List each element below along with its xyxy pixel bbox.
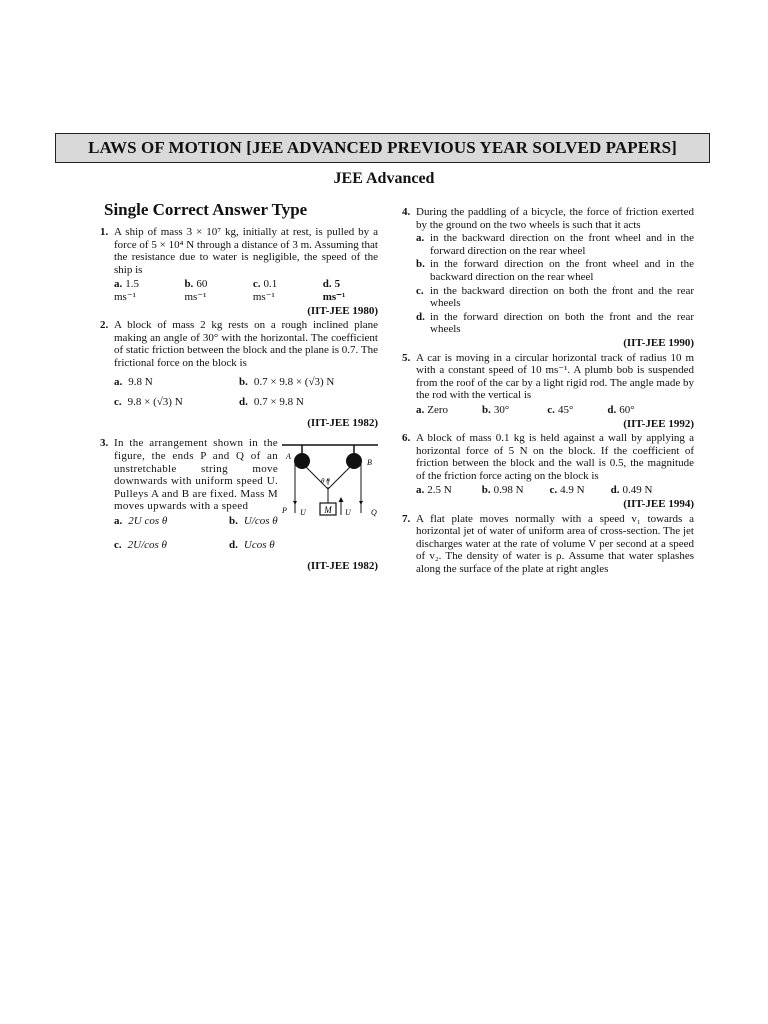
option-b: b. in the forward direction on the front wheel and in the backward direction on the rear wheel	[416, 258, 694, 283]
svg-text:P: P	[282, 506, 287, 516]
question-text: In the arrangement shown in the figure, the ends P and Q of an unstretchable string move downwards with uniform speed U. Pulleys A and B are fixed. Mass M moves upwards with a speed	[114, 437, 278, 513]
exam-subheading: JEE Advanced	[333, 170, 435, 187]
option-c: c. 45°	[547, 403, 574, 416]
option-b: b. 30°	[482, 403, 510, 416]
question-3-options	[114, 515, 278, 552]
option-c: c. in the backward direction on both the front and the rear wheels	[416, 284, 694, 310]
question-6-options	[416, 484, 694, 497]
question-number: 1.	[100, 226, 109, 238]
option-d: d. 60°	[607, 403, 635, 416]
arrow-down-icon	[293, 501, 297, 505]
question-number: 2.	[100, 319, 109, 332]
question-1	[100, 226, 378, 276]
question-text: A car is moving in a circular horizontal track of radius 10 m with a constant speed of 10 ms⁻¹. A plumb bob is suspended from the roof of the car by a light rigid rod. The angle made by the rod with the vertical is	[416, 351, 694, 402]
option-d: d. 5 ms⁻¹	[322, 278, 346, 303]
option-a: a. 1.5 ms⁻¹	[114, 278, 139, 303]
svg-text:Q: Q	[371, 508, 377, 518]
section-title: Single Correct Answer Type	[104, 200, 308, 219]
question-3	[100, 435, 378, 552]
option-a: a. in the backward direction on the front wheel and in the forward direction on the rear wheel	[416, 232, 694, 257]
option-d: d. 0.7 × 9.8 N	[239, 396, 304, 409]
svg-text:M: M	[324, 505, 332, 516]
option-d: d. Ucos θ	[229, 539, 275, 552]
svg-text:U: U	[300, 508, 306, 518]
question-text: A flat plate moves normally with a speed v₁ towards a horizontal jet of water of uniform area of cross-section. The jet discharges water at the rate of volume V per second at a speed of v₂. The density of water is ρ. Assume that water splashes along the surface of the plate at right angles	[416, 512, 694, 576]
pulley-b-icon	[346, 453, 362, 469]
option-a: a. 2U cos θ	[114, 514, 168, 527]
option-d: d. in the forward direction on both the front and the rear wheels	[416, 310, 694, 336]
option-c: c. 2U/cos θ	[114, 539, 167, 552]
question-7	[402, 513, 694, 576]
option-b: b. 0.7 × 9.8 × (√3) N	[239, 375, 335, 388]
left-column	[100, 200, 378, 573]
option-b: b. U/cos θ	[229, 514, 278, 527]
question-1-source: (IIT-JEE 1980)	[307, 304, 378, 317]
svg-text:θ θ: θ θ	[321, 477, 330, 486]
question-5-options	[416, 404, 694, 417]
svg-text:U: U	[345, 508, 351, 518]
right-column	[402, 200, 694, 576]
question-text: A block of mass 2 kg rests on a rough inclined plane making an angle of 30° with the horizontal. The coefficient of static friction between the block and the plane is 0.7. The frictional force on the block is	[114, 319, 378, 369]
option-a: a. 2.5 N	[416, 484, 452, 497]
question-1-options	[114, 278, 378, 303]
option-a: a. Zero	[416, 403, 449, 416]
pulley-figure	[282, 439, 378, 531]
arrow-down-icon	[359, 501, 363, 505]
question-2-options	[114, 376, 378, 409]
question-5-source: (IIT-JEE 1992)	[623, 417, 694, 430]
question-number: 6.	[402, 432, 411, 445]
svg-text:A: A	[286, 452, 291, 462]
option-b: b. 0.98 N	[481, 484, 524, 497]
option-c: c. 4.9 N	[549, 484, 585, 497]
option-c: c. 0.1 ms⁻¹	[252, 278, 278, 303]
question-text: During the paddling of a bicycle, the force of friction exerted by the ground on the two wheels is such that it acts	[416, 206, 694, 231]
option-b: b. 60 ms⁻¹	[184, 278, 208, 303]
option-c: c. 9.8 × (√3) N	[114, 396, 183, 409]
question-4	[402, 206, 694, 231]
option-d: d. 0.49 N	[610, 484, 653, 497]
question-2	[100, 319, 378, 369]
question-number: 7.	[402, 512, 411, 525]
question-number: 4.	[402, 206, 411, 218]
question-2-source: (IIT-JEE 1982)	[307, 416, 378, 429]
question-number: 5.	[402, 351, 411, 364]
question-4-source: (IIT-JEE 1990)	[623, 336, 694, 349]
arrow-up-icon	[339, 497, 344, 502]
chapter-banner: LAWS OF MOTION [JEE ADVANCED PREVIOUS YEAR SOLVED PAPERS]	[55, 133, 710, 163]
pulley-a-icon	[294, 453, 310, 469]
question-text: A ship of mass 3 × 10⁷ kg, initially at rest, is pulled by a force of 5 × 10⁴ N through a distance of 3 m. Assuming that the resistance due to water is negligible, the speed of the ship is	[114, 226, 378, 276]
question-6-source: (IIT-JEE 1994)	[623, 498, 694, 511]
question-3-source: (IIT-JEE 1982)	[307, 560, 378, 573]
question-5	[402, 352, 694, 402]
option-a: a. 9.8 N	[114, 375, 153, 388]
svg-text:B: B	[367, 458, 372, 468]
question-6	[402, 432, 694, 482]
question-text: A block of mass 0.1 kg is held against a wall by applying a horizontal force of 5 N on the block. If the coefficient of friction between the block and the wall is 0.5, the magnitude of the friction force acting on the block is	[416, 432, 694, 482]
question-number: 3.	[100, 437, 109, 450]
